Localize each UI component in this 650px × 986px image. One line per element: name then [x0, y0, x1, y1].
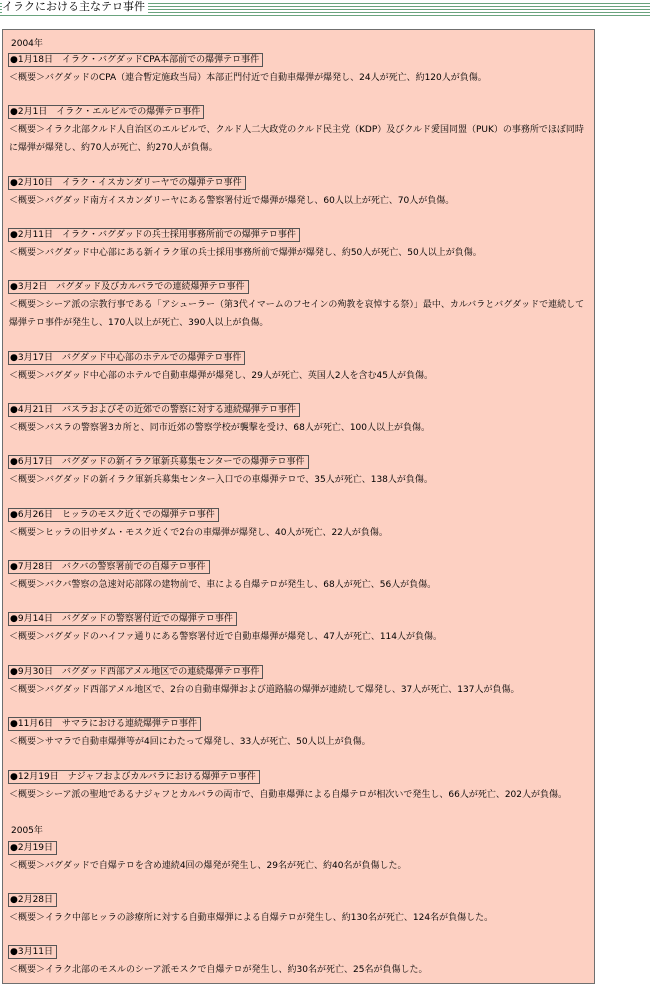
event-title: ●1月18日 イラク・バグダッドCPA本部前での爆弾テロ事件 [8, 53, 263, 67]
event-title: ●6月17日 バグダッドの新イラク軍新兵募集センターでの爆弾テロ事件 [8, 455, 309, 469]
event-description: ＜概要＞イラク中部ヒッラの診療所に対する自動車爆弾による自爆テロが発生し、約130名が死亡、124名が負傷した。 [9, 913, 494, 923]
content-panel [2, 29, 595, 984]
event-description: ＜概要＞バグダッド西部アメル地区で、2台の自動車爆弾および道路脇の爆弾が連続して爆発し、37人が死亡、137人が負傷。 [9, 685, 520, 695]
event-description: ＜概要＞バグダッドの新イラク軍新兵募集センター入口での車爆弾テロで、35人が死亡、138人が負傷。 [9, 475, 433, 485]
header-rule [0, 15, 650, 16]
event-title: ●4月21日 バスラおよびその近郊での警察に対する連続爆弾テロ事件 [8, 403, 300, 417]
event-description: ＜概要＞サマラで自動車爆弾等が4回にわたって爆発し、33人が死亡、50人以上が負傷。 [9, 737, 371, 747]
event-title: ●11月6日 サマラにおける連続爆弾テロ事件 [8, 717, 201, 731]
event-description: ＜概要＞シーア派の宗教行事である「アシューラー（第3代イマームのフセインの殉教を哀悼する祭）」最中、カルバラとバグダッドで連続して爆弾テロ事件が発生し、170人以上が死亡、390人以上が負傷。 [9, 300, 585, 328]
event-title: ●2月1日 イラク・エルビルでの爆弾テロ事件 [8, 105, 204, 119]
page-header [0, 0, 650, 17]
year-heading-2005: 2005年 [11, 826, 43, 836]
event-description: ＜概要＞イラク北部のモスルのシーア派モスクで自爆テロが発生し、約30名が死亡、25名が負傷した。 [9, 965, 428, 975]
event-description: ＜概要＞バグダッドのCPA（連合暫定施政当局）本部正門付近で自動車爆弾が爆発し、24人が死亡、約120人が負傷。 [9, 73, 487, 83]
event-title: ●7月28日 バクバの警察署前での自爆テロ事件 [8, 560, 210, 574]
event-description: ＜概要＞バグダッド南方イスカンダリーヤにある警察署付近で爆弾が爆発し、60人以上が死亡、70人が負傷。 [9, 196, 455, 206]
event-title: ●9月30日 バグダッド西部アメル地区での連続爆弾テロ事件 [8, 665, 263, 679]
event-title: ●3月11日 [8, 945, 57, 959]
event-description: ＜概要＞バグダッドで自爆テロを含め連続4回の爆発が発生し、29名が死亡、約40名が負傷した。 [9, 861, 407, 871]
event-title: ●6月26日 ヒッラのモスク近くでの爆弾テロ事件 [8, 508, 219, 522]
event-title: ●2月11日 イラク・バグダッドの兵士採用事務所前での爆弾テロ事件 [8, 228, 300, 242]
event-title: ●2月28日 [8, 893, 57, 907]
event-title: ●3月17日 バグダッド中心部のホテルでの爆弾テロ事件 [8, 351, 245, 365]
page-title: イラクにおける主なテロ事件 [2, 0, 148, 14]
event-description: ＜概要＞イラク北部クルド人自治区のエルビルで、クルド人二大政党のクルド民主党（KDP）及びクルド愛国同盟（PUK）の事務所でほぼ同時に爆弾が爆発し、約70人が死亡、約270人が負傷。 [9, 125, 584, 153]
event-description: ＜概要＞ヒッラの旧サダム・モスク近くで2台の車爆弾が爆発し、40人が死亡、22人が負傷。 [9, 528, 388, 538]
event-title: ●2月19日 [8, 841, 57, 855]
event-title: ●2月10日 イラク・イスカンダリーヤでの爆弾テロ事件 [8, 176, 246, 190]
event-description: ＜概要＞バグダッド中心部のホテルで自動車爆弾が爆発し、29人が死亡、英国人2人を含む45人が負傷。 [9, 371, 434, 381]
event-title: ●3月2日 バグダッド及びカルバラでの連続爆弾テロ事件 [8, 280, 249, 294]
event-description: ＜概要＞バスラの警察署3カ所と、同市近郊の警察学校が襲撃を受け、68人が死亡、100人以上が負傷。 [9, 423, 430, 433]
event-title: ●12月19日 ナジャフおよびカルバラにおける爆弾テロ事件 [8, 770, 260, 784]
event-description: ＜概要＞シーア派の聖地であるナジャフとカルバラの両市で、自動車爆弾による自爆テロが相次いで発生し、66人が死亡、202人が負傷。 [9, 790, 568, 800]
event-description: ＜概要＞バクバ警察の急速対応部隊の建物前で、車による自爆テロが発生し、68人が死亡、56人が負傷。 [9, 580, 437, 590]
event-title: ●9月14日 バグダッドの警察署付近での爆弾テロ事件 [8, 612, 237, 626]
event-description: ＜概要＞バグダッドのハイファ通りにある警察署付近で自動車爆弾が爆発し、47人が死亡、114人が負傷。 [9, 632, 443, 642]
event-description: ＜概要＞バグダッド中心部にある新イラク軍の兵士採用事務所前で爆弾が爆発し、約50人が死亡、50人以上が負傷。 [9, 248, 482, 258]
year-heading-2004: 2004年 [11, 39, 43, 49]
